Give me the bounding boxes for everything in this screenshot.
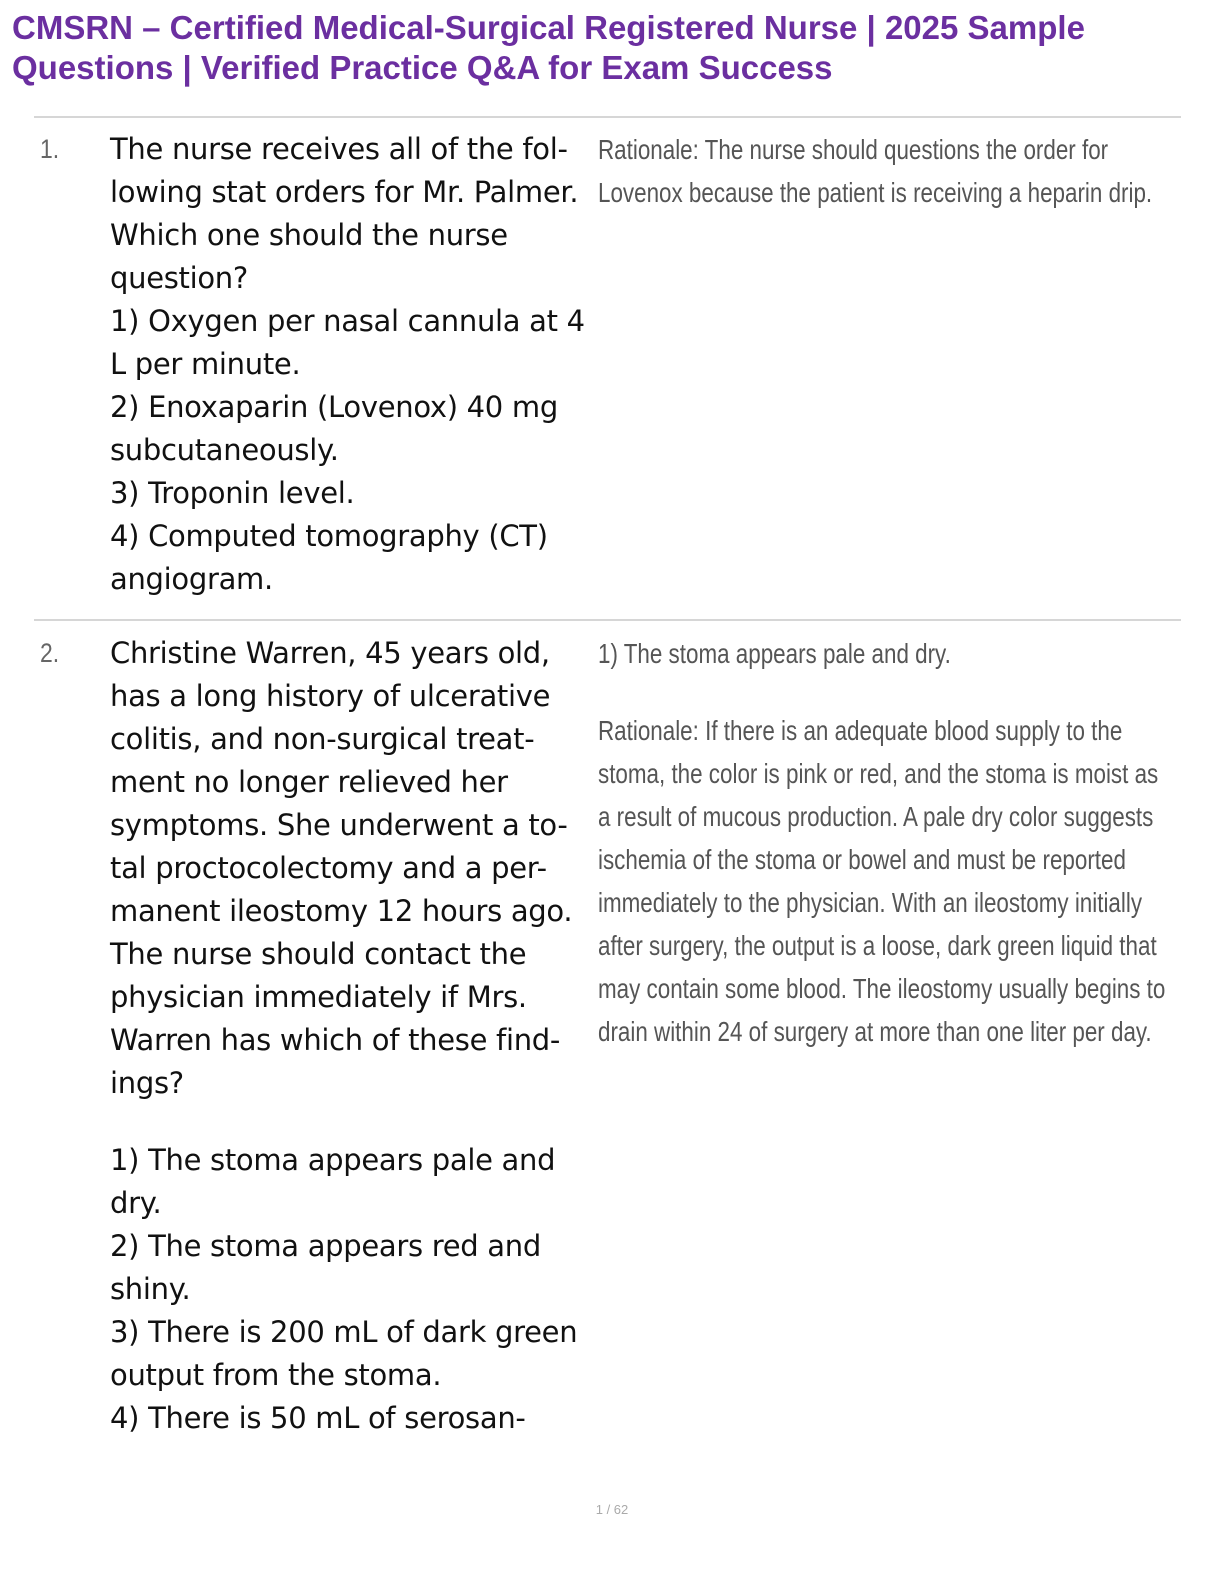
question-line: ment no longer relieved her bbox=[110, 765, 508, 799]
option-line: 4) There is 50 mL of serosan- bbox=[110, 1401, 526, 1435]
answer-text bbox=[598, 632, 1208, 1053]
rationale-line: ischemia of the stoma or bowel and must be reported bbox=[598, 844, 1126, 875]
option-line: L per minute. bbox=[110, 347, 301, 381]
title-line: Questions | Verified Practice Q&A for Exam Success bbox=[12, 49, 833, 86]
option-line: 4) Computed tomography (CT) bbox=[110, 519, 548, 553]
option-line: shiny. bbox=[110, 1272, 191, 1306]
answer-text bbox=[598, 128, 1208, 214]
question-line: manent ileostomy 12 hours ago. bbox=[110, 894, 573, 928]
question-line: Christine Warren, 45 years old, bbox=[110, 636, 550, 670]
rationale-line: after surgery, the output is a loose, dark green liquid that bbox=[598, 930, 1157, 961]
option-line: subcutaneously. bbox=[110, 433, 339, 467]
rationale-line: may contain some blood. The ileostomy usually begins to bbox=[598, 973, 1166, 1004]
title-line: CMSRN – Certified Medical-Surgical Registered Nurse | 2025 Sample bbox=[12, 9, 1085, 46]
option-line: 2) Enoxaparin (Lovenox) 40 mg bbox=[110, 390, 558, 424]
rationale-line: Rationale: The nurse should questions the order for bbox=[598, 134, 1109, 165]
rationale-line: a result of mucous production. A pale dry color suggests bbox=[598, 801, 1154, 832]
question-line: The nurse should contact the bbox=[110, 937, 527, 971]
option-line: angiogram. bbox=[110, 562, 273, 596]
rationale-line: Rationale: If there is an adequate blood supply to the bbox=[598, 715, 1123, 746]
option-line: output from the stoma. bbox=[110, 1358, 442, 1392]
question-line: Warren has which of these find- bbox=[110, 1023, 561, 1057]
answer-choice: 1) The stoma appears pale and dry. bbox=[598, 638, 951, 669]
option-line: 1) Oxygen per nasal cannula at 4 bbox=[110, 304, 585, 338]
question-line: symptoms. She underwent a to- bbox=[110, 808, 568, 842]
question-text bbox=[110, 632, 590, 1440]
option-line: 2) The stoma appears red and bbox=[110, 1229, 541, 1263]
document-title bbox=[12, 8, 1212, 88]
question-text bbox=[110, 128, 590, 601]
question-line: question? bbox=[110, 261, 248, 295]
rationale-line: drain within 24 of surgery at more than one liter per day. bbox=[598, 1016, 1152, 1047]
option-line: dry. bbox=[110, 1186, 162, 1220]
question-line: The nurse receives all of the fol- bbox=[110, 132, 568, 166]
question-number: 1. bbox=[40, 134, 60, 164]
question-line: ings? bbox=[110, 1066, 184, 1100]
question-line: lowing stat orders for Mr. Palmer. bbox=[110, 175, 579, 209]
question-line: has a long history of ulcerative bbox=[110, 679, 551, 713]
divider bbox=[34, 619, 1181, 621]
question-line: tal proctocolectomy and a per- bbox=[110, 851, 547, 885]
question-line: physician immediately if Mrs. bbox=[110, 980, 527, 1014]
rationale-line: immediately to the physician. With an ileostomy initially bbox=[598, 887, 1143, 918]
question-line: Which one should the nurse bbox=[110, 218, 508, 252]
option-line: 1) The stoma appears pale and bbox=[110, 1143, 556, 1177]
question-line: colitis, and non-surgical treat- bbox=[110, 722, 535, 756]
question-number: 2. bbox=[40, 638, 60, 668]
option-line: 3) There is 200 mL of dark green bbox=[110, 1315, 578, 1349]
page-number: 1 / 62 bbox=[595, 1502, 629, 1517]
divider bbox=[34, 116, 1181, 118]
option-line: 3) Troponin level. bbox=[110, 476, 355, 510]
rationale-line: stoma, the color is pink or red, and the stoma is moist as bbox=[598, 758, 1159, 789]
rationale-line: Lovenox because the patient is receiving a heparin drip. bbox=[598, 177, 1153, 208]
